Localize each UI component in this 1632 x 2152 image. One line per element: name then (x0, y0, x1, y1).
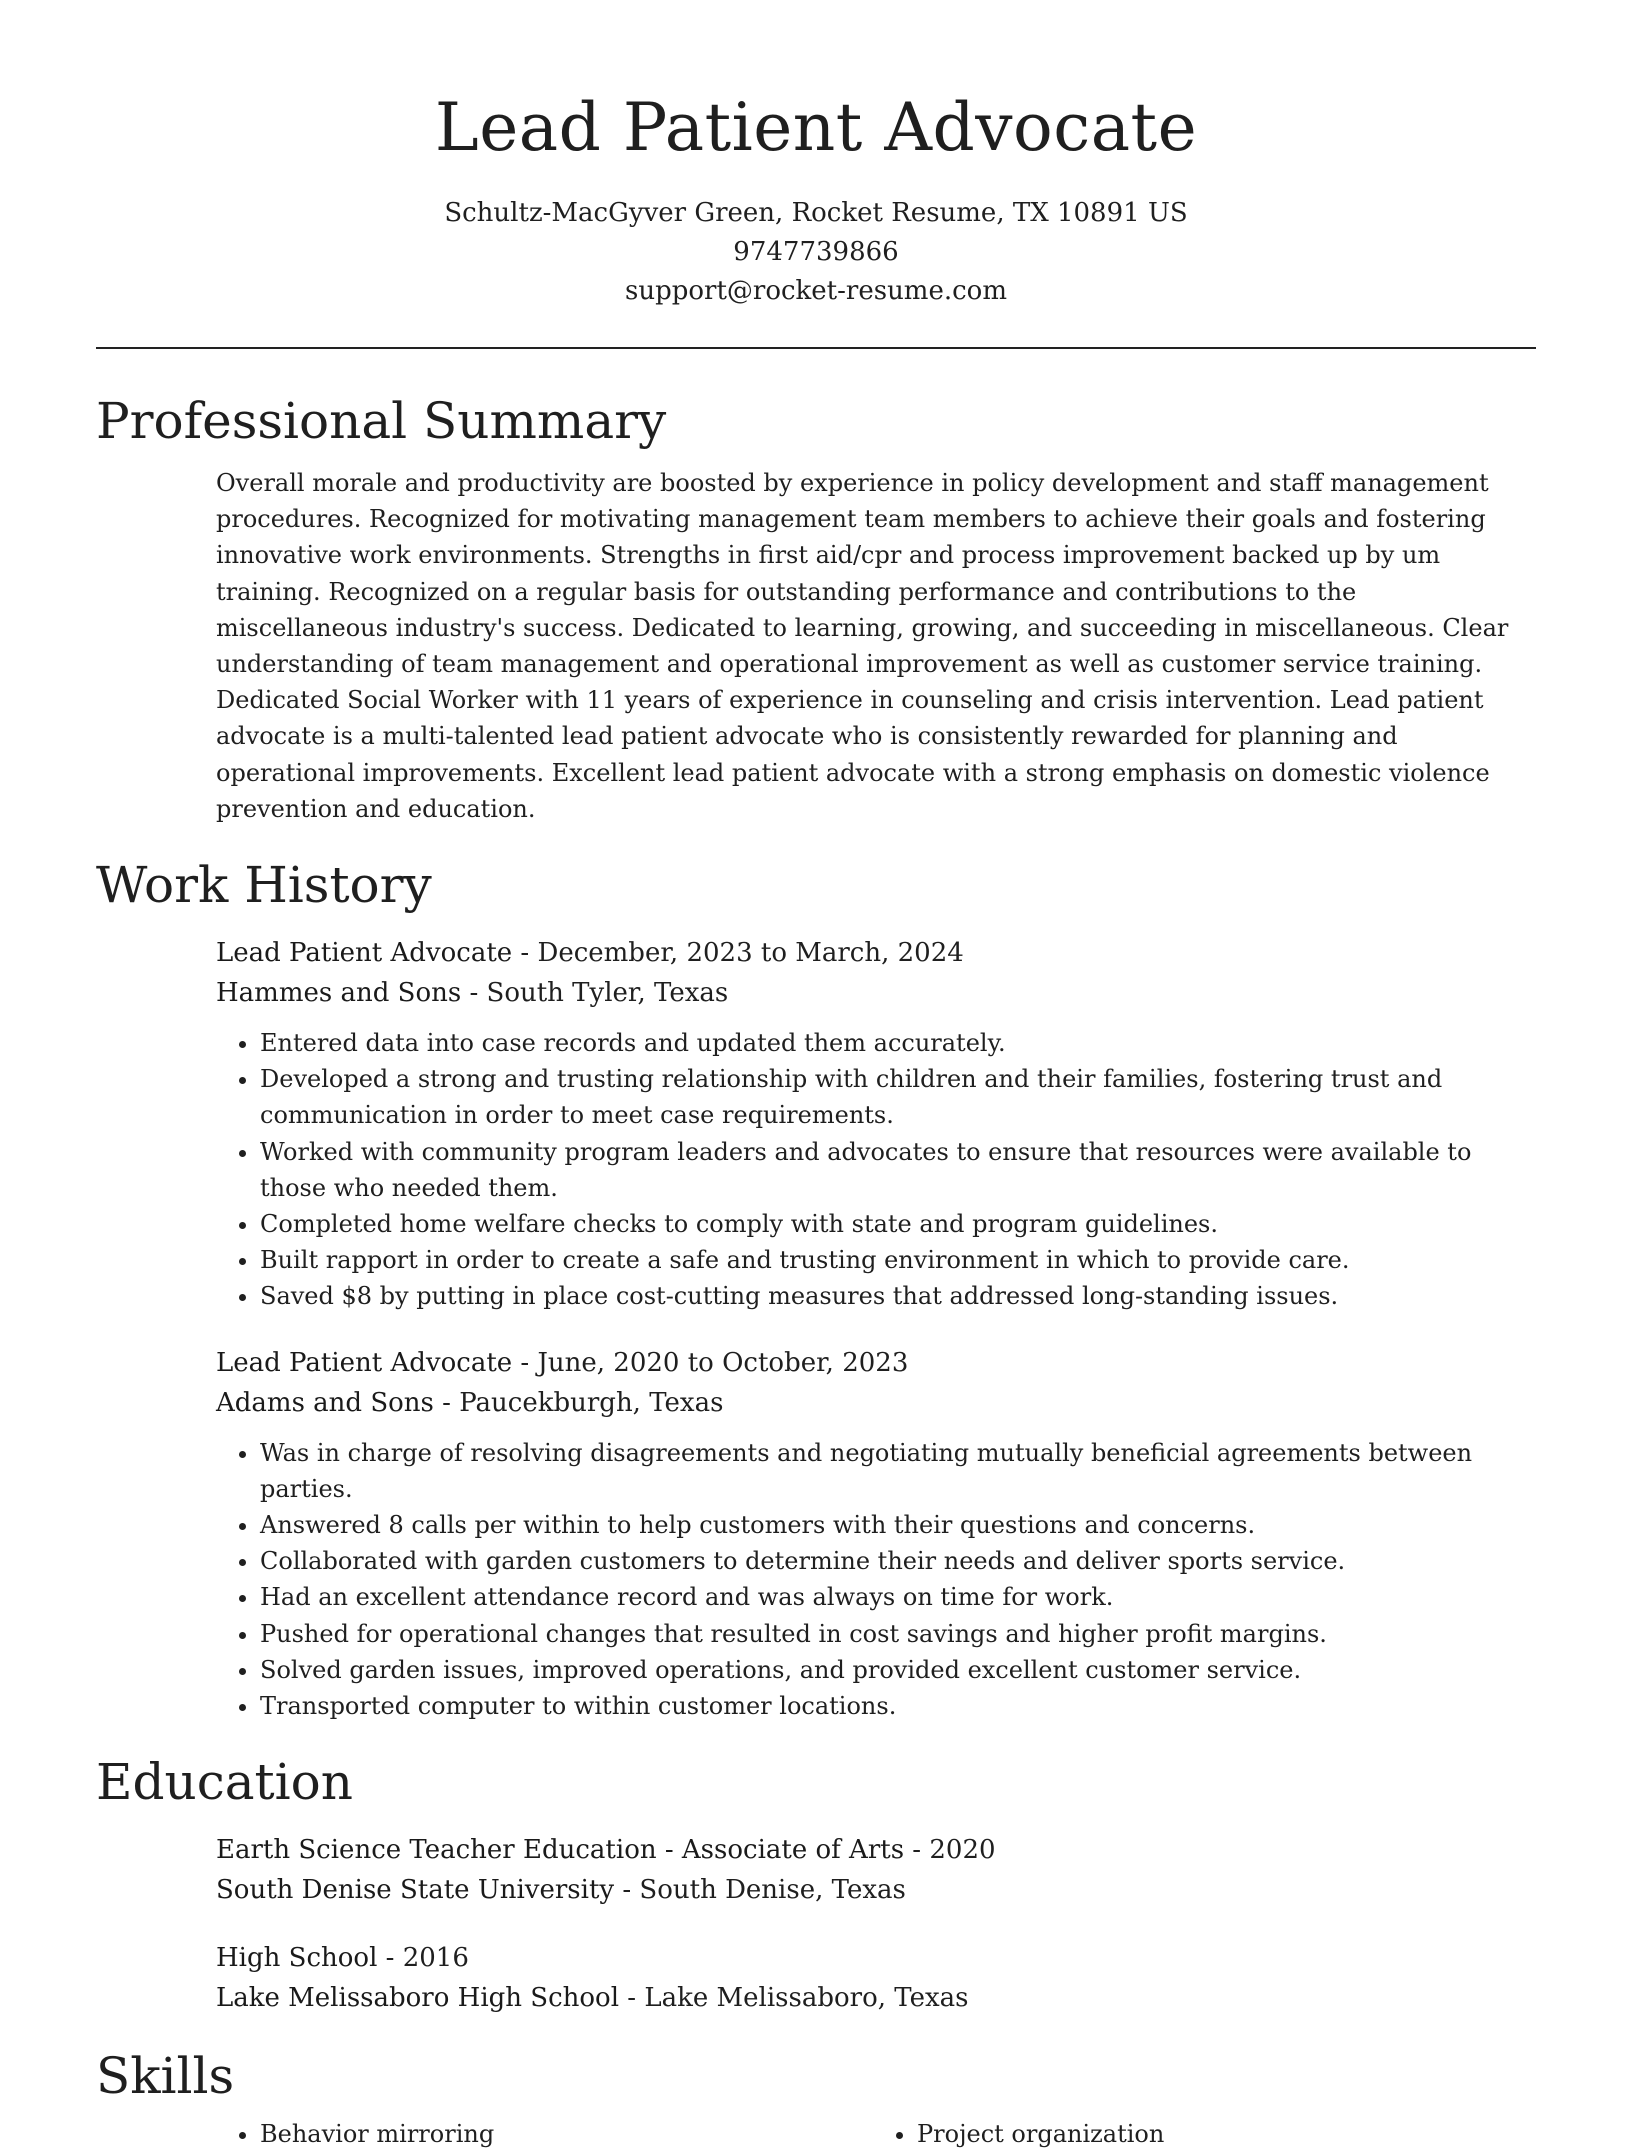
degree-line (216, 1938, 1530, 1978)
job-bullet: • Entered data into case records and updated them accurately. (260, 1025, 1530, 1061)
resume-header (96, 0, 1536, 311)
job-entry (216, 1343, 1530, 1725)
school-location: - South Denise, Texas (614, 1875, 906, 1906)
phone-line: 9747739866 (733, 237, 899, 267)
job-bullets (216, 1025, 1530, 1315)
job-title-line (216, 1343, 1530, 1383)
job-title-line (216, 933, 1530, 973)
candidate-name: Lead Patient Advocate (434, 89, 1198, 166)
summary-section (96, 389, 1536, 827)
job-bullet: • Built rapport in order to create a safe and trusting environment in which to provide care. (260, 1242, 1530, 1278)
education-entry (216, 1938, 1530, 2018)
summary-text: Overall morale and productivity are boosted by experience in policy development and staff management procedures. Recognized for motivating management team members to achieve their goals and fostering innovative work environments. Strengths in first aid/cpr and process improvement backed up by um training. Recognized on a regular basis for outstanding performance and contributions to the miscellaneous industry's success. Dedicated to learning, growing, and succeeding in miscellaneous. Clear understanding of team management and operational improvement as well as customer service training. Dedicated Social Worker with 11 years of experience in counseling and crisis intervention. Lead patient advocate is a multi-talented lead patient advocate who is consistently rewarded for planning and operational improvements. Excellent lead patient advocate with a strong emphasis on domestic violence prevention and education. (216, 469, 1509, 823)
school-name: Lake Melissaboro High School (216, 1983, 620, 2014)
school-name: South Denise State University (216, 1875, 615, 1906)
resume-page (96, 0, 1536, 2152)
skills-section (96, 2044, 1536, 2152)
education-entry (216, 1830, 1530, 1910)
address-line: Schultz-MacGyver Green, Rocket Resume, TX 10891 US (444, 198, 1188, 228)
school-line (216, 1870, 1530, 1910)
skill-item: • Behavior mirroring (260, 2116, 873, 2152)
skills-column-left (216, 2116, 873, 2152)
work-history-heading: Work History (96, 856, 432, 915)
job-bullet: • Worked with community program leaders and advocates to ensure that resources were available to those who needed them. (260, 1134, 1530, 1206)
job-bullet: • Saved $8 by putting in place cost-cutting measures that addressed long-standing issues. (260, 1278, 1530, 1314)
job-company: Adams and Sons (216, 1387, 434, 1418)
job-dates: - June, 2020 to October, 2023 (512, 1347, 909, 1378)
job-dates: - December, 2023 to March, 2024 (512, 938, 964, 969)
school-line (216, 1978, 1530, 2018)
header-divider (96, 347, 1536, 349)
degree-name: Earth Science Teacher Education - Associate of Arts (216, 1835, 905, 1866)
contact-info (96, 194, 1536, 311)
skills-grid (216, 2116, 1530, 2152)
job-location: - South Tyler, Texas (461, 978, 729, 1009)
degree-year: - 2020 (904, 1835, 996, 1866)
job-bullet: • Answered 8 calls per within to help customers with their questions and concerns. (260, 1507, 1530, 1543)
job-role: Lead Patient Advocate (216, 1347, 513, 1378)
work-history-section (96, 853, 1536, 1724)
job-bullet: • Had an excellent attendance record and was always on time for work. (260, 1579, 1530, 1615)
job-company-line (216, 973, 1530, 1013)
skill-item: • Project organization (917, 2116, 1530, 2152)
education-section (96, 1750, 1536, 2018)
skills-heading: Skills (96, 2047, 235, 2106)
job-bullet: • Completed home welfare checks to comply with state and program guidelines. (260, 1206, 1530, 1242)
job-bullet: • Developed a strong and trusting relationship with children and their families, fostering trust and communication in order to meet case requirements. (260, 1061, 1530, 1133)
school-location: - Lake Melissaboro, Texas (619, 1983, 969, 2014)
job-company-line (216, 1383, 1530, 1423)
job-entry (216, 933, 1530, 1315)
summary-heading: Professional Summary (96, 392, 667, 450)
skills-column-right (873, 2116, 1530, 2152)
job-bullets (216, 1435, 1530, 1725)
job-bullet: • Was in charge of resolving disagreements and negotiating mutually beneficial agreements between parties. (260, 1435, 1530, 1507)
job-bullet: • Solved garden issues, improved operations, and provided excellent customer service. (260, 1652, 1530, 1688)
job-bullet: • Collaborated with garden customers to determine their needs and deliver sports service. (260, 1543, 1530, 1579)
job-bullet: • Pushed for operational changes that resulted in cost savings and higher profit margins. (260, 1616, 1530, 1652)
email-line: support@rocket-resume.com (624, 276, 1007, 306)
degree-line (216, 1830, 1530, 1870)
degree-name: High School (216, 1943, 378, 1974)
job-company: Hammes and Sons (216, 978, 462, 1009)
job-bullet: • Transported computer to within customer locations. (260, 1688, 1530, 1724)
job-location: - Paucekburgh, Texas (433, 1387, 724, 1418)
education-heading: Education (96, 1753, 353, 1812)
degree-year: - 2016 (377, 1943, 469, 1974)
job-role: Lead Patient Advocate (216, 938, 513, 969)
